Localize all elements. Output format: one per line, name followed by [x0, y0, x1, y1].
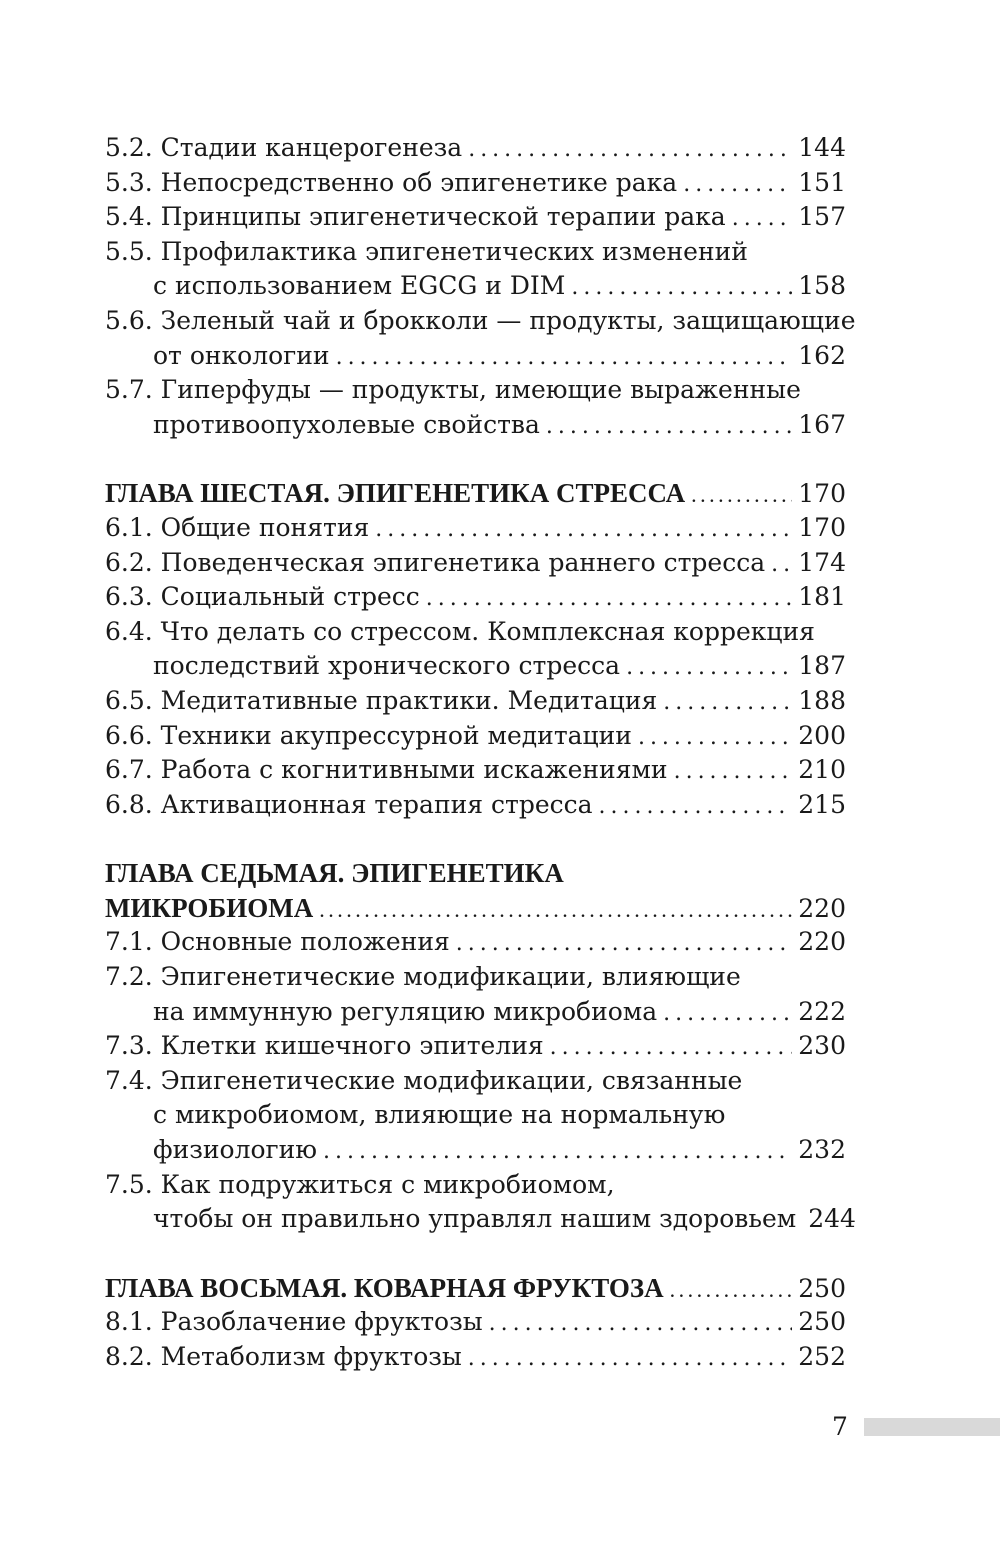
- dot-leader: [323, 1135, 792, 1170]
- toc-page-number: 170: [798, 512, 846, 542]
- toc-entry-title: 6.2. Поведенческая эпигенетика раннего стресса: [105, 547, 766, 577]
- toc-entry-row[interactable]: [105, 511, 846, 546]
- toc-entry-row[interactable]: [105, 995, 846, 1030]
- toc-entry-title: 5.7. Гиперфуды — продукты, имеющие выраженные: [105, 375, 801, 405]
- toc-block-chapter-7: [105, 856, 856, 1237]
- toc-entry-title: 6.7. Работа с когнитивными искажениями: [105, 755, 668, 785]
- dot-leader: [663, 997, 792, 1032]
- toc-entry-row[interactable]: [105, 1305, 846, 1340]
- toc-entry-title: 6.4. Что делать со стрессом. Комплексная коррекция: [105, 616, 815, 646]
- toc-chapter-row[interactable]: [105, 1271, 846, 1306]
- dot-leader: [663, 686, 792, 721]
- toc-page-number: 174: [798, 547, 846, 577]
- toc-entry-row[interactable]: [105, 719, 846, 754]
- toc-page-number: 220: [798, 893, 846, 923]
- toc-entry-row[interactable]: [105, 1168, 846, 1203]
- toc-entry-title: ГЛАВА ВОСЬМАЯ. КОВАРНАЯ ФРУКТОЗА: [105, 1272, 664, 1303]
- toc-entry-title: 7.3. Клетки кишечного эпителия: [105, 1031, 544, 1061]
- toc-entry-row[interactable]: [105, 925, 846, 960]
- toc-entry-row[interactable]: [105, 753, 846, 788]
- toc-entry-row[interactable]: [105, 339, 846, 374]
- toc-entry-row[interactable]: [105, 304, 856, 339]
- dot-leader: [638, 721, 792, 756]
- dot-leader: [599, 790, 793, 825]
- dot-leader: [674, 755, 793, 790]
- toc-block-chapter-8: [105, 1271, 846, 1375]
- toc-entry-row[interactable]: [105, 1029, 846, 1064]
- toc-entry-row[interactable]: [105, 649, 846, 684]
- toc-page-number: 250: [798, 1273, 846, 1303]
- toc-entry-row[interactable]: [105, 408, 846, 443]
- dot-leader: [683, 168, 792, 203]
- section-gap: [105, 822, 846, 856]
- toc-page-number: 222: [798, 996, 846, 1026]
- toc-entry-title: МИКРОБИОМА: [105, 892, 314, 923]
- toc-entry-row[interactable]: [105, 1340, 846, 1375]
- dot-leader: [546, 410, 792, 445]
- toc-entry-title: с микробиомом, влияющие на нормальную: [153, 1100, 726, 1130]
- dot-leader: [550, 1031, 793, 1066]
- toc-page-number: 232: [798, 1135, 846, 1165]
- page-number-bar: [864, 1418, 1000, 1436]
- toc-block-chapter-5-tail: [105, 131, 856, 442]
- toc-entry-row[interactable]: [105, 546, 846, 581]
- toc-page-number: 157: [798, 202, 846, 232]
- dot-leader: [468, 133, 792, 168]
- toc-page-number: 170: [798, 479, 846, 509]
- toc-page-number: 162: [798, 340, 846, 370]
- toc-entry-row[interactable]: [105, 269, 846, 304]
- toc-entry-title: 7.2. Эпигенетические модификации, влияющие: [105, 962, 741, 992]
- toc-entry-title: 5.2. Стадии канцерогенеза: [105, 133, 463, 162]
- toc-entry-row[interactable]: [105, 131, 846, 166]
- toc-entry-title: 7.1. Основные положения: [105, 927, 450, 957]
- toc-entry-title: 5.3. Непосредственно об эпигенетике рака: [105, 167, 678, 197]
- toc-page-number: 200: [798, 720, 846, 750]
- dot-leader: [670, 1273, 793, 1308]
- dot-leader: [336, 341, 793, 376]
- toc-entry-title: 6.5. Медитативные практики. Медитация: [105, 685, 658, 715]
- toc-entry-title: противоопухолевые свойства: [153, 409, 540, 439]
- toc-entry-title: 5.6. Зеленый чай и брокколи — продукты, защищающие: [105, 305, 856, 335]
- dot-leader: [489, 1307, 793, 1342]
- toc-entry-row[interactable]: [105, 373, 846, 408]
- toc-entry-row[interactable]: [105, 580, 846, 615]
- toc-entry-title: 6.8. Активационная терапия стресса: [105, 789, 593, 819]
- toc-entry-row[interactable]: [105, 615, 846, 650]
- toc-page-number: 244: [808, 1204, 856, 1234]
- toc-entry-title: физиологию: [153, 1135, 318, 1165]
- toc-entry-row[interactable]: [105, 684, 846, 719]
- toc-entry-title: последствий хронического стресса: [153, 651, 621, 681]
- dot-leader: [426, 582, 793, 617]
- toc-entry-row[interactable]: [105, 1133, 846, 1168]
- toc-page-number: 167: [798, 409, 846, 439]
- toc-entry-title: 6.6. Техники акупрессурной медитации: [105, 720, 632, 750]
- toc-entry-title: от онкологии: [153, 340, 330, 370]
- toc-page-number: 187: [798, 651, 846, 681]
- toc-entry-row[interactable]: [105, 1064, 846, 1099]
- toc-chapter-row[interactable]: [105, 891, 846, 926]
- toc-entry-title: ГЛАВА СЕДЬМАЯ. ЭПИГЕНЕТИКА: [105, 858, 564, 889]
- toc-chapter-row[interactable]: [105, 476, 846, 511]
- toc-chapter-row[interactable]: [105, 856, 846, 891]
- toc-page-number: 144: [798, 133, 846, 162]
- toc-page-number: 181: [798, 582, 846, 612]
- toc-entry-title: 6.1. Общие понятия: [105, 512, 370, 542]
- page-number: 7: [832, 1412, 848, 1441]
- dot-leader: [626, 651, 792, 686]
- toc-entry-title: 7.5. Как подружиться с микробиомом,: [105, 1169, 615, 1199]
- dot-leader: [771, 548, 792, 583]
- toc-entry-row[interactable]: [105, 166, 846, 201]
- dot-leader: [319, 893, 792, 928]
- toc-page-number: 250: [798, 1307, 846, 1337]
- toc-entry-row[interactable]: [105, 1098, 846, 1133]
- dot-leader: [468, 1342, 793, 1377]
- toc-entry-row[interactable]: [105, 1202, 856, 1237]
- dot-leader: [456, 927, 793, 962]
- section-gap: [105, 1237, 846, 1271]
- toc-entry-title: чтобы он правильно управлял нашим здоровьем: [153, 1204, 797, 1234]
- toc-page-number: 252: [798, 1342, 846, 1371]
- toc-page-number: 215: [798, 789, 846, 819]
- dot-leader: [732, 202, 793, 237]
- toc-page-number: 158: [798, 271, 846, 301]
- toc-entry-row[interactable]: [105, 200, 846, 235]
- toc-entry-row[interactable]: [105, 235, 846, 270]
- toc-entry-row[interactable]: [105, 788, 846, 823]
- toc-entry-title: на иммунную регуляцию микробиома: [153, 996, 658, 1026]
- toc-entry-title: 6.3. Социальный стресс: [105, 582, 420, 612]
- toc-entry-title: 8.1. Разоблачение фруктозы: [105, 1307, 483, 1337]
- toc-entry-title: 5.4. Принципы эпигенетической терапии рака: [105, 202, 726, 232]
- table-of-contents: [105, 131, 856, 1375]
- toc-entry-title: ГЛАВА ШЕСТАЯ. ЭПИГЕНЕТИКА СТРЕССА: [105, 478, 686, 509]
- dot-leader: [571, 271, 792, 306]
- toc-page-number: 220: [798, 927, 846, 957]
- toc-entry-title: 8.2. Метаболизм фруктозы: [105, 1342, 462, 1371]
- toc-page-number: 230: [798, 1031, 846, 1061]
- toc-page-number: 188: [798, 685, 846, 715]
- toc-page-number: 151: [798, 167, 846, 197]
- toc-page-number: 210: [798, 755, 846, 785]
- toc-entry-title: 7.4. Эпигенетические модификации, связанные: [105, 1065, 743, 1095]
- toc-entry-title: с использованием EGCG и DIM: [153, 271, 566, 301]
- dot-leader: [691, 478, 792, 513]
- dot-leader: [375, 513, 792, 548]
- toc-block-chapter-6: [105, 476, 846, 822]
- toc-entry-title: 5.5. Профилактика эпигенетических изменений: [105, 236, 748, 266]
- toc-entry-row[interactable]: [105, 960, 846, 995]
- section-gap: [105, 442, 846, 476]
